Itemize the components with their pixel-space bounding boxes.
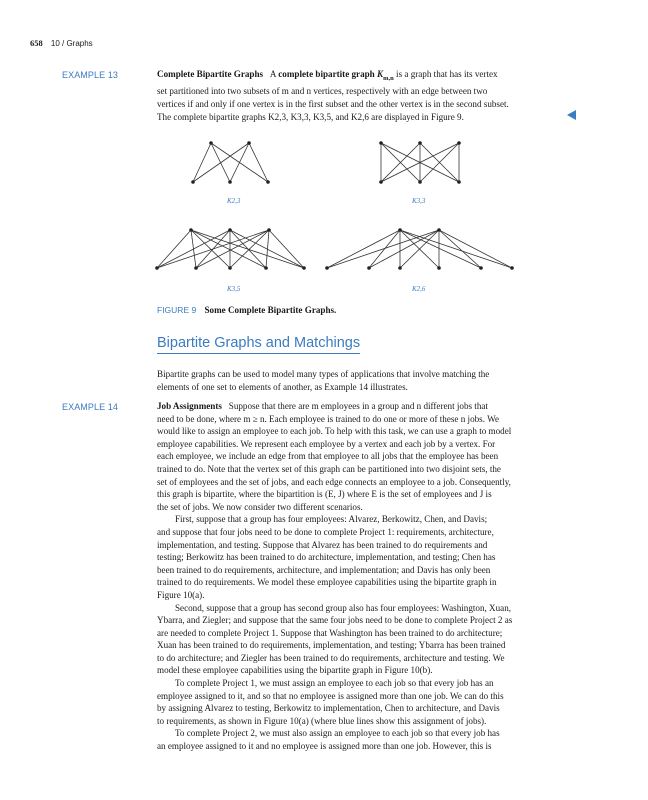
k26-vertex: [479, 266, 483, 270]
k35-vertex: [302, 266, 306, 270]
text-line: Second, suppose that a group has second group also has four employees: Washington, Xuan,: [175, 602, 512, 613]
example-14-label: EXAMPLE 14: [62, 402, 119, 412]
k23-edge: [230, 143, 249, 182]
intro-paragraph: Bipartite graphs can be used to model many types of applications that involve matching the elements of one set to elements of another, as Example 14 illustrates.: [157, 369, 490, 392]
k26-edge: [400, 230, 512, 268]
text-line: Ybarra, and Ziegler; and suppose that the same four jobs need to be done to complete Project 2 as: [157, 615, 513, 626]
example-14-text: [157, 400, 573, 753]
k26-vertex: [437, 266, 441, 270]
graph-label-k35: K3,5: [227, 285, 241, 293]
figure-title: Some Complete Bipartite Graphs.: [204, 305, 337, 315]
figure-9-caption: [157, 305, 336, 315]
example-13-text: Complete Bipartite Graphs A complete bipartite graph $K_{m,n}$ is a graph that has its vertex set partitioned into two subsets of m and n vertices, respectively with an edge between two vertices if and only if one vertex is in the first subset and the other vertex is in the second subset. The complete bipartite graphs K2,3, K3,3, K3,5, and K2,6 are displayed in Figure 9.: [157, 69, 509, 122]
k35-vertex: [228, 266, 232, 270]
example-13-label: EXAMPLE 13: [62, 70, 119, 80]
text-line: each employee, we include an edge from that employee to all jobs that the employee has been: [157, 451, 499, 462]
k33-vertex: [418, 180, 422, 184]
k33-vertex: [379, 180, 383, 184]
text-line: trained to do requirements. We model these employee capabilities using the bipartite graph in: [157, 577, 497, 588]
example-13-title: Complete Bipartite Graphs: [157, 69, 264, 79]
k33-vertex: [418, 141, 422, 145]
text-line: and suppose that four jobs need to be done to complete Project 1: requirements, architecture,: [157, 526, 494, 537]
text-line: To complete Project 2, we must also assign an employee to each job so that every job has: [175, 728, 500, 739]
k26-vertex: [367, 266, 371, 270]
k23-vertex: [228, 180, 232, 184]
text-line: been trained to do requirements, architecture, and implementation; and Davis has only been: [157, 564, 491, 575]
k26-vertex: [510, 266, 514, 270]
definition-term: complete bipartite graph: [278, 69, 375, 79]
k26-edge: [327, 230, 439, 268]
text-line: Xuan has been trained to do requirements, implementation, and testing; Ybarra has been trained: [157, 640, 506, 651]
text-line: by assigning Alvarez to testing, Berkowitz to implementation, Chen to architecture, and Davis: [157, 703, 500, 714]
k35-edge: [191, 230, 230, 268]
graph-edges: [157, 143, 512, 268]
text-line: to requirements, as shown in Figure 10(a) (where blue lines show this assignment of jobs).: [157, 715, 487, 726]
k26-vertex: [437, 228, 441, 232]
text-line: implementation, and testing. Suppose that Alvarez has been trained to do requirements and: [157, 539, 488, 550]
k35-edge: [230, 230, 304, 268]
graph-label-k33: K3,3: [412, 197, 426, 205]
text-line: are needed to complete Project 1. Suppose that Washington has been trained to do architecture;: [157, 627, 503, 638]
k26-edge: [327, 230, 400, 268]
section-heading: Bipartite Graphs and Matchings: [157, 335, 360, 354]
page-number: 658: [30, 38, 43, 48]
k35-vertex: [267, 228, 271, 232]
text-line: set of employees and the set of jobs, and each edge connects an employee to a job. Consequently,: [157, 476, 511, 487]
text-line: an employee assigned to it and no employee is assigned more than one job. However, this is: [157, 741, 492, 752]
k35-vertex: [189, 228, 193, 232]
k23-edge: [249, 143, 268, 182]
text-line: trained to do. Note that the vertex set of this graph can be partitioned into two disjoint sets, the: [157, 463, 501, 474]
k23-vertex: [191, 180, 195, 184]
text-line: would like to assign an employee to each job. To help with this task, we can use a graph to model: [157, 426, 512, 437]
text-line: model these employee capabilities using the bipartite graph in Figure 10(b).: [157, 665, 433, 676]
k26-edge: [369, 230, 400, 268]
k35-vertex: [194, 266, 198, 270]
k23-vertex: [247, 141, 251, 145]
k35-edge: [157, 230, 230, 268]
running-section-title: 10 / Graphs: [50, 39, 93, 48]
k23-vertex: [209, 141, 213, 145]
k26-edge: [439, 230, 512, 268]
text-line: to do architecture; and Ziegler has been trained to do requirements, architecture and testing. We: [157, 652, 505, 663]
k23-edge: [193, 143, 249, 182]
k26-vertex: [398, 266, 402, 270]
example-14-title: Job Assignments: [157, 401, 222, 411]
k35-vertex: [155, 266, 159, 270]
text-line: testing; Berkowitz has been trained to do architecture, implementation, and testing; Chen has: [157, 552, 496, 563]
k26-vertex: [325, 266, 329, 270]
graph-label-k23: K2,3: [227, 197, 241, 205]
k33-vertex: [457, 180, 461, 184]
text-line: this graph is bipartite, where the bipartition is (E, J) where E is the set of employees and J is: [157, 489, 492, 500]
text-line: Job Assignments Suppose that there are m employees in a group and n different jobs that: [157, 401, 488, 411]
figure-number: FIGURE 9: [157, 305, 197, 315]
k35-vertex: [228, 228, 232, 232]
k26-edge: [369, 230, 439, 268]
text-line: First, suppose that a group has four employees: Alvarez, Berkowitz, Chen, and Davis;: [175, 514, 488, 525]
k33-vertex: [379, 141, 383, 145]
text-line: employee capabilities. We represent each employee by a vertex and each job by a vertex. For: [157, 438, 496, 449]
text-line: employee assigned to it, and so that no employee is assigned more than one job. We can do this: [157, 690, 504, 701]
graph-label-k26: K2,6: [412, 285, 426, 293]
k26-vertex: [398, 228, 402, 232]
k23-vertex: [266, 180, 270, 184]
k35-vertex: [264, 266, 268, 270]
text-line: Figure 10(a).: [157, 589, 205, 600]
text-line: the set of jobs. We now consider two different scenarios.: [157, 501, 363, 512]
k26-edge: [400, 230, 481, 268]
text-line: To complete Project 1, we must assign an employee to each job so that every job has an: [175, 678, 494, 689]
k35-edge: [191, 230, 266, 268]
k33-vertex: [457, 141, 461, 145]
text-line: need to be done, where m ≥ n. Each employee is trained to do one or more of these n jobs. We: [157, 413, 499, 424]
